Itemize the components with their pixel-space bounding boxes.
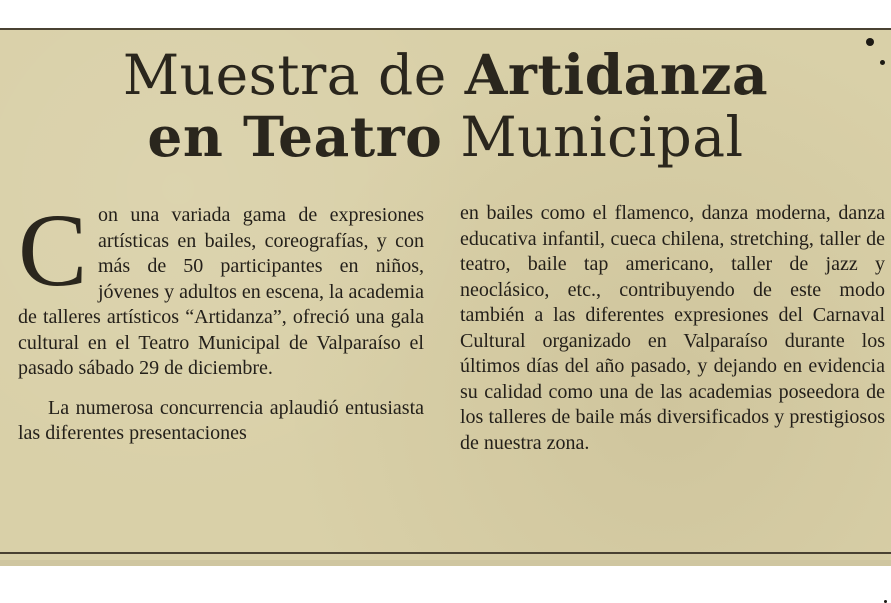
headline-line-1 xyxy=(0,44,891,106)
bottom-rule xyxy=(0,552,891,554)
top-rule xyxy=(0,28,891,30)
ink-speck xyxy=(866,38,874,46)
paragraph-1: on una variada gama de expresiones artísticas en bailes, coreografías, y con más de 50 participantes en niños, jóvenes y adultos en escena, la academia de talleres artísticos “Artidanza”, ofreció una gala cultural en el Teatro Municipal de Valparaíso el pasado sábado 29 de diciembre. xyxy=(18,204,424,379)
headline-line-2-light: Municipal xyxy=(442,105,744,169)
headline-line-1-bold: Artidanza xyxy=(464,42,769,107)
headline-line-2 xyxy=(0,106,891,168)
article-column-right xyxy=(460,201,885,456)
article-column-left xyxy=(18,193,424,447)
headline-line-1-light: Muestra de xyxy=(122,43,465,107)
headline xyxy=(0,44,891,168)
headline-line-2-bold: en Teatro xyxy=(147,104,443,169)
bleed-through-smudge xyxy=(296,176,446,206)
paragraph-2-continued: en bailes como el flamenco, danza moderna, danza educativa infantil, cueca chilena, stretching, taller de teatro, baile tap americano, taller de jazz y neoclásico, etc., contribuyendo de este modo también a las diferentes expresiones del Carnaval Cultural organizado en Valparaíso durante los últimos días del año pasado, y dejando en evidencia su calidad como una de las academias poseedora de los talleres de baile más diversificados y prestigiosos de nuestra zona. xyxy=(460,202,885,454)
torn-edge xyxy=(0,560,891,566)
drop-cap: C xyxy=(18,193,88,308)
ink-speck xyxy=(880,60,885,65)
paragraph-2-start: La numerosa concurrencia aplaudió entusiasta las diferentes presentaciones xyxy=(18,396,424,444)
